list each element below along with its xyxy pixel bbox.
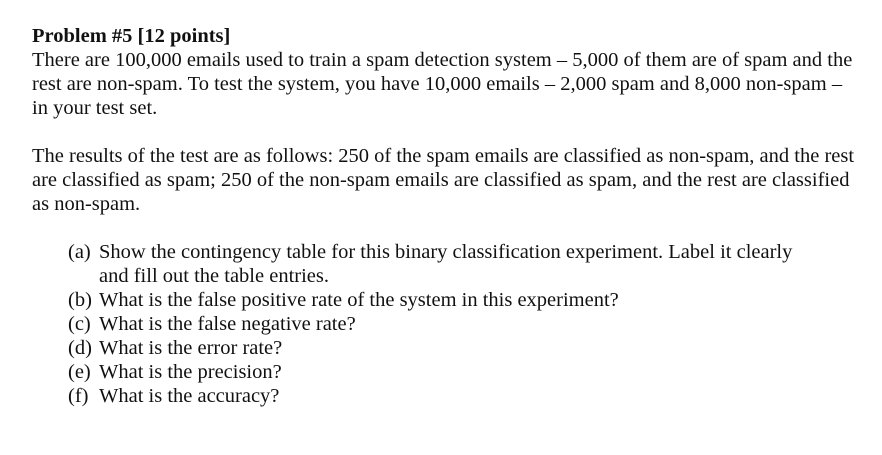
question-label: (f) (68, 385, 89, 407)
question-text: What is the accuracy? (99, 385, 280, 407)
question-label: (c) (68, 313, 91, 335)
question-text: What is the false positive rate of the system in this experiment? (99, 289, 619, 311)
question-item-e (68, 360, 862, 384)
question-label: (b) (68, 289, 92, 311)
question-text: What is the error rate? (99, 337, 283, 359)
question-text: Show the contingency table for this binary classification experiment. Label it clearly and fill out the table entries. (99, 241, 793, 287)
question-item-c (68, 312, 862, 336)
problem-paragraph-setup: There are 100,000 emails used to train a spam detection system – 5,000 of them are of spam and the rest are non-spam. To test the system, you have 10,000 emails – 2,000 spam and 8,000 non-spam – in your test set. (32, 49, 853, 119)
problem-title: Problem #5 [12 points] (32, 25, 231, 47)
question-label: (e) (68, 361, 91, 383)
question-item-b (68, 288, 862, 312)
question-item-a (68, 240, 862, 288)
question-list (32, 240, 862, 408)
question-text: What is the false negative rate? (99, 313, 356, 335)
problem-paragraph-results: The results of the test are as follows: 250 of the spam emails are classified as non-spam, and the rest are classified as spam; 250 of the non-spam emails are classified as spam, and the rest are classified as non-spam. (32, 145, 855, 215)
question-label: (d) (68, 337, 92, 359)
question-item-d (68, 336, 862, 360)
question-item-f (68, 384, 862, 408)
question-label: (a) (68, 241, 91, 263)
question-text: What is the precision? (99, 361, 282, 383)
